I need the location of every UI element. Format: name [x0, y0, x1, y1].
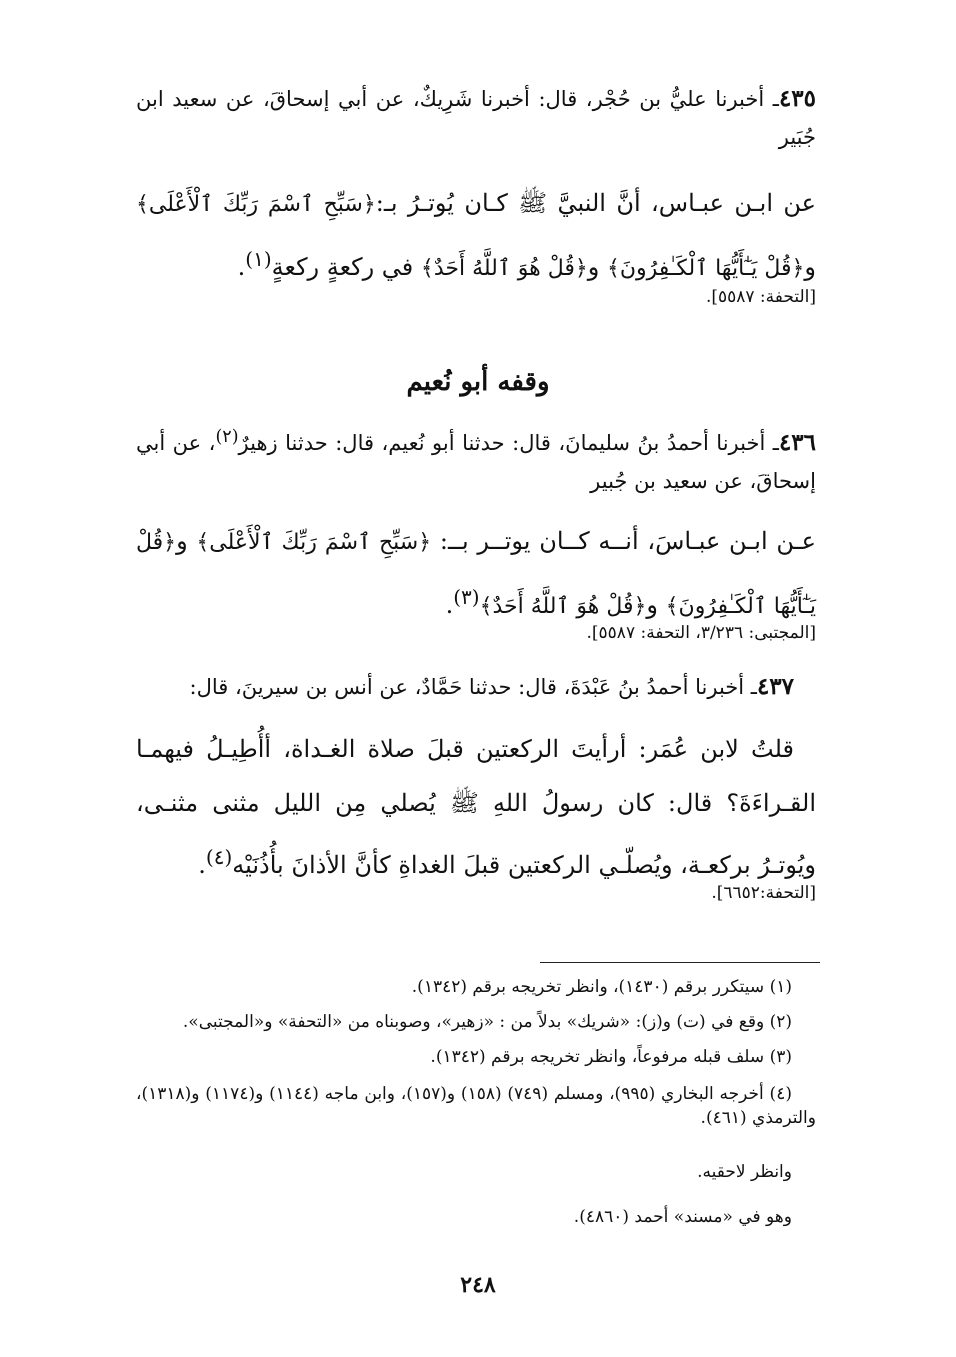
- hadith-435-matn: [136, 176, 816, 296]
- quran-verse: ﴿قُلْ هُوَ ٱللَّهُ أَحَدٌ﴾: [420, 256, 588, 281]
- page-number: ٢٤٨: [460, 1272, 496, 1298]
- quran-verse: ﴿سَبِّحِ ٱسْمَ رَبِّكَ ٱلْأَعْلَى﴾: [196, 530, 432, 555]
- matn-text: و: [587, 253, 607, 281]
- quran-verse: ﴿قُلْ يَـٰٓأَيُّهَا ٱلْكَـٰفِرُونَ﴾: [136, 530, 816, 619]
- footnote-4-note: وانظر لاحقيه.: [697, 1162, 792, 1182]
- matn-text: و: [804, 253, 816, 281]
- footnote-3: (٣) سلف قبله مرفوعاً، وانظر تخريجه برقم (١٣٤٢).: [430, 1047, 792, 1067]
- footnote-ref: (١): [245, 247, 272, 271]
- hadith-435-isnad: [136, 80, 816, 156]
- footnote-2: (٢) وقع في (ت) و(ز): «شريك» بدلاً من : «زهير»، وصوبناه من «التحفة» و«المجتبى».: [182, 1012, 792, 1032]
- quran-verse: ﴿سَبِّحِ ٱسْمَ رَبِّكَ ٱلْأَعْلَى﴾: [136, 192, 376, 217]
- matn-text: .: [445, 591, 454, 619]
- hadith-437-matn: [136, 722, 816, 892]
- footnote-4: (٤) أخرجه البخاري (٩٩٥)، ومسلم (٧٤٩) (١٥٨) و(١٥٧)، وابن ماجه (١١٤٤) و(١١٧٤) و(١٣١٨)، والترمذي (٤٦١).: [136, 1084, 816, 1128]
- footnote-ref: (٣): [453, 585, 480, 609]
- quran-verse: ﴿قُلْ هُوَ ٱللَّهُ أَحَدٌ﴾: [479, 594, 647, 619]
- hadith-436-matn: [136, 514, 816, 634]
- isnad-text: ـ أخبرنا أحمدُ بنُ عَبْدَةَ، قال: حدثنا حَمَّادٌ، عن أنس بن سيرينَ، قال:: [189, 675, 757, 699]
- footnote-separator: [540, 962, 820, 963]
- footnote-1: (١) سيتكرر برقم (١٤٣٠)، وانظر تخريجه برقم (١٣٤٢).: [411, 977, 792, 997]
- isnad-text: ، عن أبي إسحاقَ، عن سعيد بن جُبير: [136, 431, 816, 493]
- hadith-437-isnad: [136, 668, 816, 706]
- isnad-text: ـ أخبرنا أحمدُ بنُ سليمانَ، قال: حدثنا أبو نُعيم، قال: حدثنا زهيرٌ: [238, 431, 779, 455]
- footnote-ref: (٢): [215, 427, 239, 447]
- hadith-436-isnad: [136, 418, 816, 500]
- matn-text: و: [646, 591, 666, 619]
- section-heading: وقفه أبو نُعيم: [406, 367, 550, 397]
- hadith-436-reference: [المجتبى: ٣/٢٣٦، التحفة: ٥٥٨٧].: [586, 623, 816, 643]
- matn-text: قلتُ لابن عُمَر: أرأيتَ الركعتين قبلَ صلاة الغـداة، أأُطِيـلُ فيهمـا القـراءَةَ؟ قال: كان رسولُ اللهِ ﷺ يُصلي مِن الليل مثنى مثنـى، ويُوتـرُ بركعـة، ويُصلّـي الركعتين قبلَ الغداةِ كأنَّ الأذانَ بأُذُنَيْه: [136, 735, 816, 879]
- matn-text: عـن ابـن عبـاسَ، أنــه كــان يوتــر بــ:: [431, 527, 816, 555]
- hadith-number: ٤٣٦: [778, 429, 816, 456]
- matn-text: .: [198, 851, 206, 879]
- quran-verse: ﴿قُلْ يَـٰٓأَيُّهَا ٱلْكَـٰفِرُونَ﴾: [606, 256, 805, 281]
- footnote-4-note: وهو في «مسند» أحمد (٤٨٦٠).: [573, 1207, 792, 1227]
- matn-text: و: [176, 527, 197, 555]
- isnad-text: ـ أخبرنا عليُّ بن حُجْر، قال: أخبرنا شَرِيكٌ، عن أبي إسحاقَ، عن سعيد ابن جُبَير: [136, 87, 816, 149]
- hadith-number: ٤٣٥: [778, 85, 816, 112]
- matn-text: في ركعةٍ ركعةٍ: [271, 253, 421, 281]
- footnote-ref: (٤): [205, 845, 233, 869]
- hadith-435-reference: [التحفة: ٥٥٨٧].: [705, 287, 816, 307]
- hadith-437-reference: [التحفة:٦٦٥٢].: [711, 883, 816, 903]
- matn-text: .: [237, 253, 246, 281]
- matn-text: عن ابـن عبـاس، أنَّ النبيَّ ﷺ كـان يُوتـرُ بـ:: [375, 189, 816, 217]
- hadith-number: ٤٣٧: [756, 673, 794, 700]
